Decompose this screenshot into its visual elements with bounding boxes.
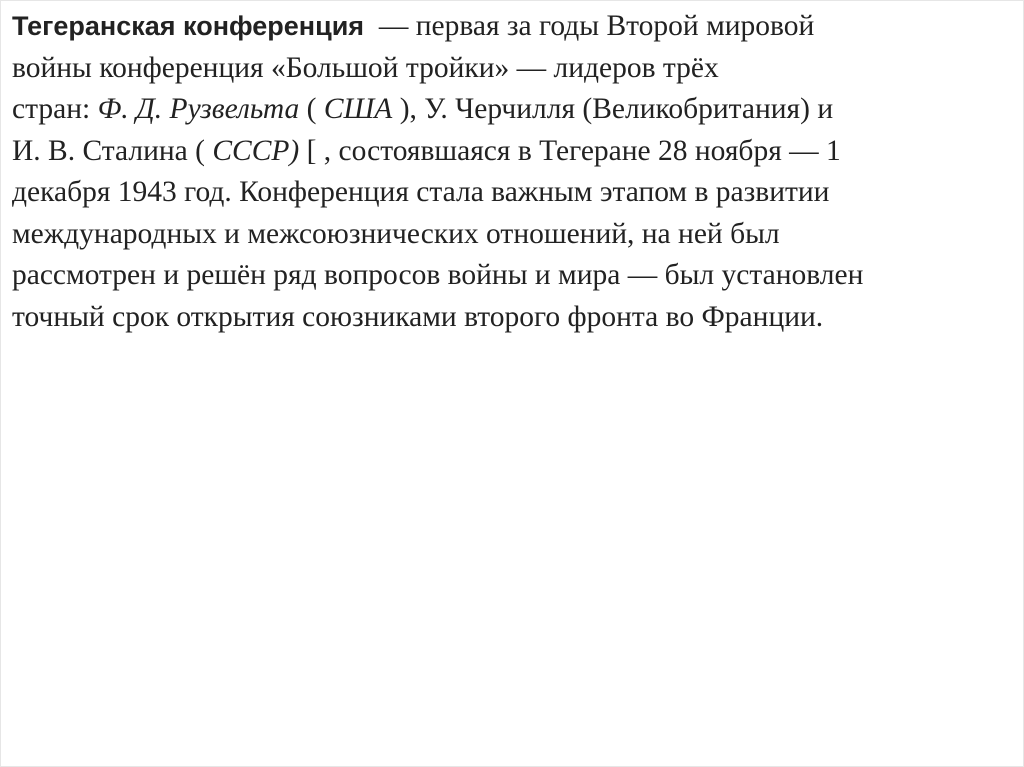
link-usa[interactable]: США [323,93,393,125]
text-line [12,214,1012,256]
link-ussr[interactable]: СССР) [212,134,300,167]
text-segment: войны конференция «Большой тройки» — лидеров трёх [12,51,719,84]
text-line [12,131,1012,173]
text-line [12,172,1012,214]
text-segment: рассмотрен и решён ряд вопросов войны и мира — был установлен [12,259,864,291]
text-segment: стран: [12,93,98,125]
text-segment: ( [299,93,324,125]
text-segment: ), У. Черчилля (Великобритания) и [392,93,834,125]
text-segment: международных и межсоюзнических отношений, на ней был [12,217,780,250]
text-line [12,48,1012,90]
text-line [12,255,1012,297]
link-roosevelt[interactable]: Ф. Д. Рузвельта [97,93,300,125]
text-segment: [ , состоявшаяся в Тегеране 28 ноября — 1 [299,134,841,167]
text-line [12,89,1012,131]
text-line [12,297,1012,339]
text-segment: точный срок открытия союзниками второго фронта во Франции. [12,300,824,333]
text-segment: декабря 1943 год. Конференция стала важным этапом в развитии [12,176,830,208]
term-heading: Тегеранская конференция [12,11,365,41]
article-paragraph [12,6,1012,338]
text-segment: И. В. Сталина ( [12,134,213,167]
text-line [12,6,1012,48]
text-segment: — первая за годы Второй мировой [364,10,815,42]
